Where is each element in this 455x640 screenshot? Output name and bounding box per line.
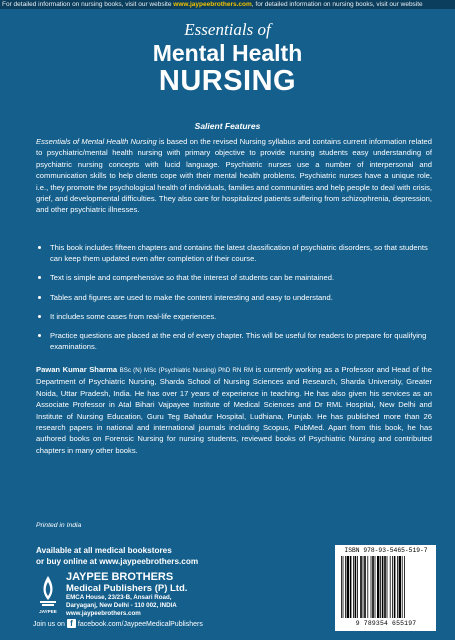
barcode-bar [380, 556, 381, 618]
publisher-name-sub: Medical Publishers (P) Ltd. [66, 583, 188, 594]
barcode-icon [341, 556, 430, 620]
author-name: Pawan Kumar Sharma [36, 365, 118, 374]
feature-item: It includes some cases from real-life experiences. [36, 311, 432, 322]
barcode-bar [399, 556, 401, 618]
social-join-line [33, 619, 203, 631]
intro-book-title: Essentials of Mental Health Nursing [36, 137, 157, 146]
barcode-bar [367, 556, 368, 618]
barcode-bar [384, 556, 386, 618]
barcode-bar [341, 556, 342, 618]
jaypee-logo-icon [36, 574, 60, 616]
barcode-bar [404, 556, 405, 618]
publisher-details [66, 571, 276, 618]
barcode-bar [355, 556, 357, 618]
barcode-bar [345, 556, 346, 618]
barcode-bar [397, 556, 398, 618]
top-strip-website-link[interactable]: www.jaypeebrothers.com [173, 1, 252, 8]
join-us-label: Join us on [33, 621, 65, 628]
barcode-bar [347, 556, 349, 618]
publisher-name: JAYPEE BROTHERS [66, 571, 174, 583]
barcode-bar [372, 556, 374, 618]
barcode-bar [364, 556, 366, 618]
availability-note [36, 545, 266, 567]
barcode-bar [382, 556, 384, 618]
barcode-bar [353, 556, 354, 618]
barcode-bar [394, 556, 396, 618]
top-strip-text-before: For detailed information on nursing books, visit our website [2, 1, 174, 8]
jaypee-logo-label: JAYPEE [39, 609, 57, 614]
barcode-bar [390, 556, 391, 618]
publisher-address-1: EMCA House, 23/23-B, Ansari Road, [66, 594, 172, 601]
barcode-bar [357, 556, 358, 618]
author-bio-text: is currently working as a Professor and Head of the Department of Psychiatric Nursing, Sharda School of Nursing Sciences and Research, Sharda University, Greater Noida, Uttar Pradesh, India. He has over 17 years of experience in teaching. He has also given his services as an Associate Professor in Atal Bihari Vajpayee Institute of Medical Sciences and Dr RML Hospital, New Delhi and Institute of Nursing Education, Guru Teg Bahadur Hospital, Ludhiana, Punjab. He has published more than 26 research papers in national and international journals including Scopus, PubMed. Apart from this book, he has authored books on Forensic Nursing for nursing students, reviewed books of Psychiatric Nursing and contributed chapters in many other books. [36, 365, 432, 455]
publisher-website[interactable]: www.jaypeebrothers.com [66, 610, 141, 617]
title-line-nursing: NURSING [158, 65, 297, 97]
publisher-block [36, 571, 276, 621]
isbn-number: ISBN 978-93-5465-519-7 [344, 547, 428, 554]
feature-item: This book includes fifteen chapters and contains the latest classification of psychiatric disorders, so that students can keep them updated even after completion of their course. [36, 242, 432, 264]
barcode-bar [350, 556, 352, 618]
book-title [0, 12, 455, 96]
barcode-bar [343, 556, 344, 618]
title-line-mental-health: Mental Health [152, 40, 303, 66]
top-website-strip [0, 0, 455, 9]
intro-body: is based on the revised Nursing syllabus and contains current information related to psychiatric/mental health nursing with primary objective to provide nursing students easy understanding of psychiatric nursing concepts with lucid language. Psychiatric nurses use a number of interpersonal and communication skills to help clients cope with their mental health problems. Psychiatric nurses have a unique role, i.e., they promote the psychological health of individuals, families and communities and help people to deal with crisis, grief, and developmental difficulties. They also care for hospitalized patients suffering from schizophrenia, depression, and other psychiatric illnesses. [36, 137, 432, 215]
intro-paragraph [36, 136, 432, 216]
barcode-bar [387, 556, 388, 618]
barcode-bar [371, 556, 372, 618]
author-qualifications: BSc (N) MSc (Psychiatric Nursing) PhD RN RM [119, 367, 254, 374]
top-strip-text-after: , for detailed information on nursing books, visit our website [251, 1, 423, 8]
barcode-panel [335, 545, 436, 631]
barcode-bar [360, 556, 362, 618]
barcode-digits: 9 789354 655197 [355, 620, 417, 627]
availability-line-1: Available at all medical bookstores [36, 546, 172, 555]
printed-in-india: Printed in India [36, 522, 82, 529]
feature-list [36, 242, 432, 360]
feature-item: Practice questions are placed at the end of every chapter. This will be useful for readers to prepare for qualifying examinations. [36, 330, 432, 352]
title-line-essentials: Essentials of [184, 20, 271, 39]
availability-line-2: or buy online at www.jaypeebrothers.com [36, 557, 199, 566]
barcode-bar [363, 556, 364, 618]
feature-item: Text is simple and comprehensive so that the interest of students can be maintained. [36, 272, 432, 283]
barcode-bar [377, 556, 379, 618]
barcode-bar [402, 556, 403, 618]
barcode-bar [392, 556, 393, 618]
salient-features-heading: Salient Features [194, 121, 261, 131]
author-bio [36, 364, 432, 456]
facebook-icon[interactable]: f [67, 619, 76, 628]
publisher-address-2: Daryaganj, New Delhi - 110 002, INDIA [66, 602, 177, 609]
barcode-bar [375, 556, 376, 618]
facebook-url[interactable]: facebook.com/JaypeeMedicalPublishers [77, 621, 203, 628]
feature-item: Tables and figures are used to make the content interesting and easy to understand. [36, 292, 432, 303]
